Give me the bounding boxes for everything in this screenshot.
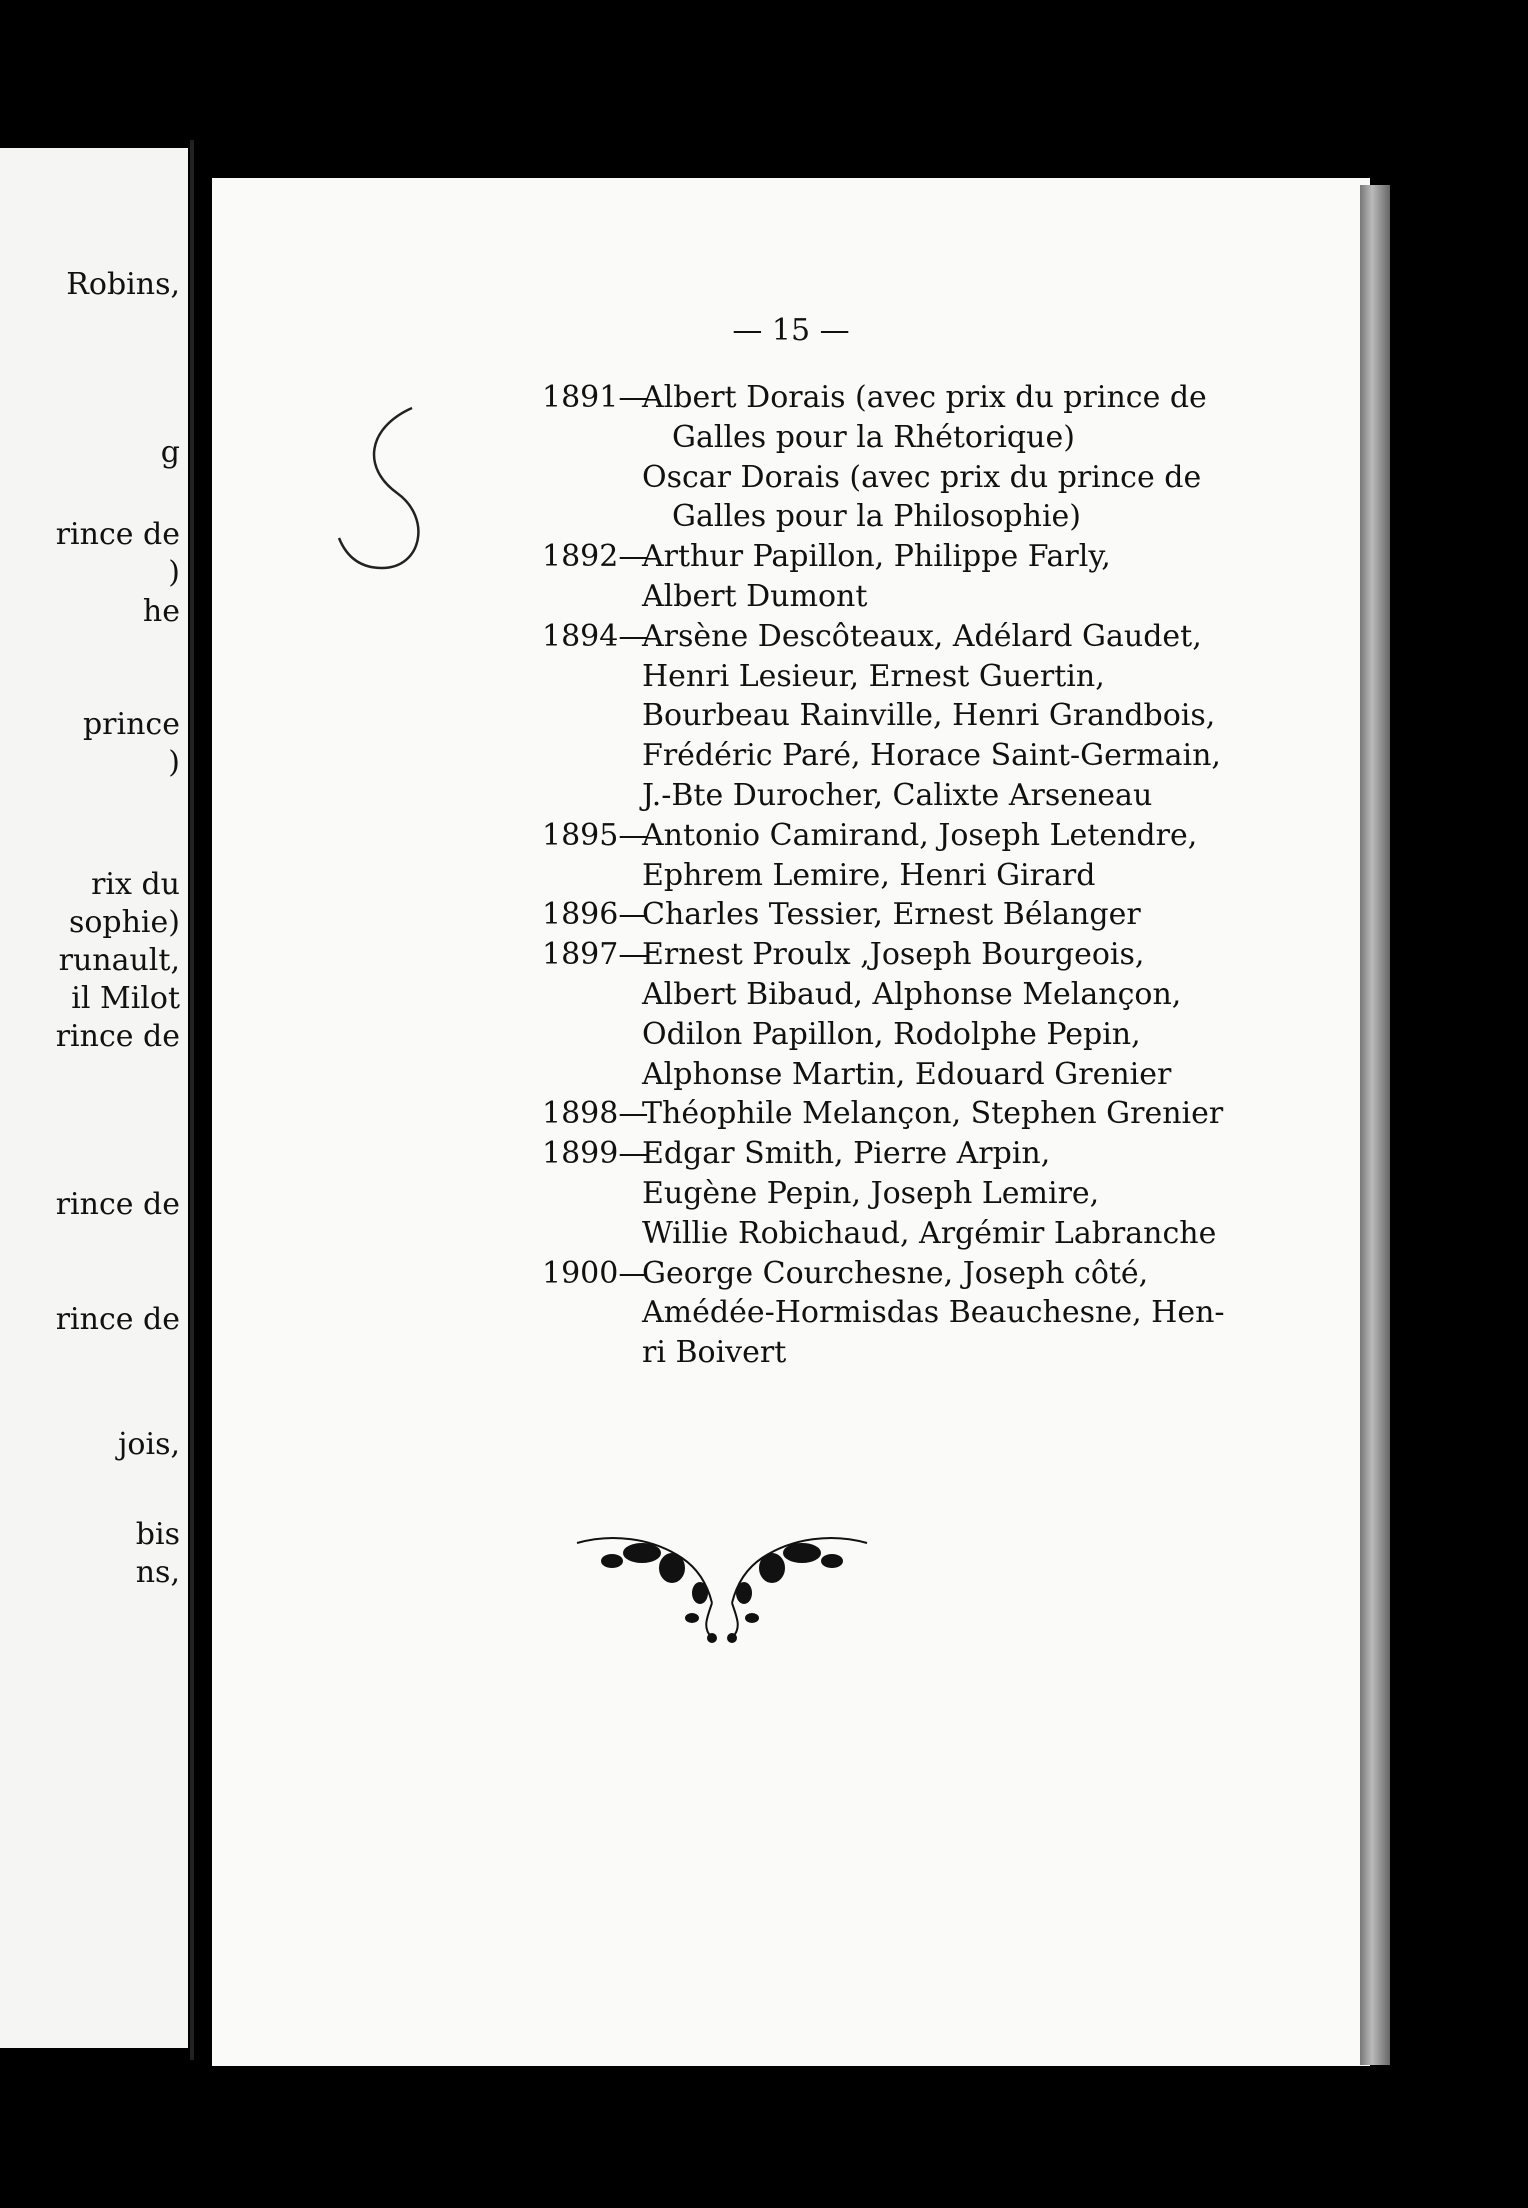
page-edge [1360, 185, 1390, 2065]
name-line: Albert Bibaud, Alphonse Melançon, [642, 976, 1182, 1012]
name-line: Albert Dorais (avec prix du prince de [642, 380, 1207, 415]
left-page-fragment: ) [168, 555, 180, 590]
name-line: Amédée-Hormisdas Beauchesne, Hen- [642, 1295, 1225, 1331]
name-line: Frédéric Paré, Horace Saint-Germain, [642, 738, 1221, 774]
year-entry [542, 537, 1222, 617]
name-line: Odilon Papillon, Rodolphe Pepin, [642, 1016, 1141, 1052]
name-line: Alphonse Martin, Edouard Grenier [642, 1056, 1172, 1092]
page [212, 178, 1370, 2066]
name-line: J.-Bte Durocher, Calixte Arseneau [642, 777, 1153, 813]
name-line: Ernest Proulx ,Joseph Bourgeois, [642, 937, 1145, 973]
name-line: Albert Dumont [642, 578, 868, 614]
name-line: Théophile Melançon, Stephen Grenier [642, 1096, 1224, 1132]
left-page-fragment: runault, [58, 943, 180, 978]
floral-ornament-icon [572, 1523, 872, 1643]
name-line: Eugène Pepin, Joseph Lemire, [642, 1175, 1100, 1211]
name-line: Edgar Smith, Pierre Arpin, [642, 1136, 1051, 1172]
left-page-fragment: jois, [118, 1427, 180, 1462]
year-label: 1894— [542, 618, 649, 654]
graduates-list [542, 378, 1225, 1373]
left-page-fragment: il Milot [71, 981, 180, 1016]
year-entry [542, 617, 1222, 816]
year-label: 1897— [542, 937, 649, 973]
year-label: 1896— [542, 897, 649, 933]
year-entry [542, 816, 1222, 896]
page-number: — 15 — [732, 313, 850, 348]
year-label: 1895— [542, 817, 649, 853]
name-line: Oscar Dorais (avec prix du prince de [642, 459, 1202, 495]
left-page-fragment: g [160, 435, 180, 470]
left-page-fragment: rince de [55, 1302, 180, 1337]
name-line: George Courchesne, Joseph côté, [642, 1255, 1149, 1291]
left-page-fragment: he [142, 594, 180, 629]
year-entry [542, 1094, 1222, 1134]
year-label: 1899— [542, 1136, 649, 1172]
year-entry [542, 895, 1222, 935]
year-label: 1898— [542, 1096, 649, 1132]
left-page-fragment: rince de [55, 517, 180, 552]
left-page-fragment: ns, [135, 1555, 180, 1590]
name-line: Galles pour la Rhétorique) [672, 419, 1075, 455]
name-line: Henri Lesieur, Ernest Guertin, [642, 658, 1105, 694]
previous-page-strip [0, 148, 188, 2048]
name-line: Antonio Camirand, Joseph Letendre, [642, 817, 1198, 853]
year-entry [542, 1134, 1222, 1253]
name-line: Charles Tessier, Ernest Bélanger [642, 897, 1141, 933]
year-label: 1891— [542, 380, 649, 415]
name-line: Arsène Descôteaux, Adélard Gaudet, [642, 618, 1202, 654]
year-label: 1900— [542, 1255, 649, 1291]
left-page-fragment: Robins, [66, 267, 180, 302]
name-line: Ephrem Lemire, Henri Girard [642, 857, 1096, 893]
year-entry [542, 935, 1222, 1094]
name-line: Arthur Papillon, Philippe Farly, [642, 539, 1111, 575]
name-line: Bourbeau Rainville, Henri Grandbois, [642, 698, 1216, 734]
left-page-fragment: rix du [91, 867, 180, 902]
left-page-fragment: rince de [55, 1187, 180, 1222]
left-page-fragment: ) [168, 745, 180, 780]
left-page-fragment: rince de [55, 1019, 180, 1054]
year-entry [542, 378, 1222, 537]
pencil-mark-icon [327, 398, 447, 578]
book-gutter [190, 140, 194, 2060]
year-entry [542, 1254, 1225, 1373]
name-line: ri Boivert [642, 1335, 787, 1371]
name-line: Galles pour la Philosophie) [672, 499, 1081, 535]
left-page-fragment: sophie) [68, 905, 180, 940]
left-page-fragment: prince [82, 707, 180, 742]
year-label: 1892— [542, 539, 649, 575]
left-page-fragment: bis [135, 1517, 180, 1552]
name-line: Willie Robichaud, Argémir Labranche [642, 1215, 1217, 1251]
